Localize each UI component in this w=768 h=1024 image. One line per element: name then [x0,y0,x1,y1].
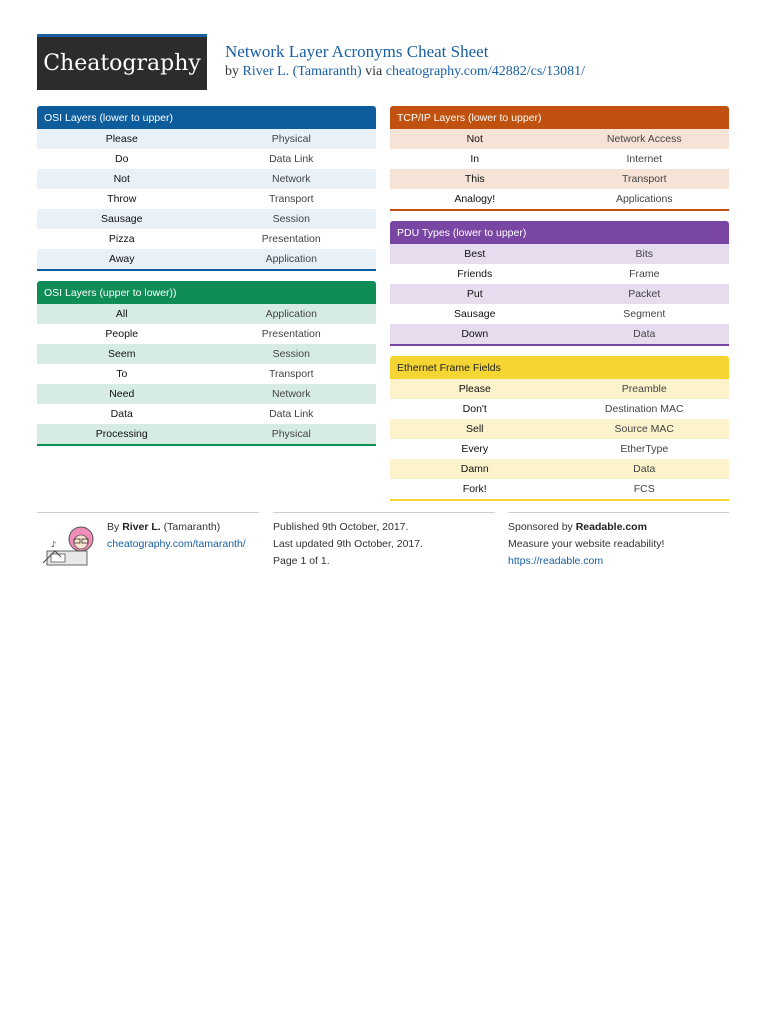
sponsor-prefix: Sponsored by [508,521,573,533]
author-info [107,519,246,553]
mnemonic-word: Away [109,253,135,265]
table-rows [390,129,729,209]
layer-name: Application [265,253,317,265]
mnemonic-word: Best [464,248,486,260]
mnemonic-word: Put [466,288,483,300]
table-row [390,479,729,499]
table-row [390,379,729,399]
mnemonic-word: In [470,153,480,165]
section-heading: Ethernet Frame Fields [390,356,729,379]
table-row [390,189,729,209]
layer-name: Application [265,308,317,320]
ethernet-box [390,356,729,501]
table-row [390,304,729,324]
section-divider [390,209,729,211]
layer-name: Segment [623,308,666,320]
mnemonic-word: Down [461,328,489,340]
mnemonic-word: Don't [462,403,487,415]
table-row [390,324,729,344]
layer-name: Data Link [269,408,314,420]
byline-via: via [365,64,383,79]
table-row [37,344,376,364]
table-row [37,149,376,169]
mnemonic-word: Fork! [462,483,487,495]
mnemonic-word: Seem [108,348,136,360]
table-row [390,149,729,169]
pdu-box [390,221,729,346]
layer-name: Preamble [621,383,667,395]
table-row [390,129,729,149]
table-rows [37,129,376,269]
layer-name: Session [272,348,310,360]
table-row [390,169,729,189]
page-header [37,34,729,90]
table-row [390,284,729,304]
byline-prefix: by [225,64,239,79]
mnemonic-word: Throw [107,193,137,205]
layer-name: Transport [621,173,667,185]
layer-name: Source MAC [614,423,675,435]
layer-name: Presentation [261,233,321,245]
footer-author-name[interactable]: River L. [122,521,161,533]
layer-name: Physical [271,428,311,440]
mnemonic-word: Every [461,443,489,455]
page-count: Page 1 of 1. [273,555,330,567]
table-rows [390,379,729,499]
table-row [37,304,376,324]
tcpip-box [390,106,729,211]
mnemonic-word: Sausage [454,308,496,320]
table-row [390,419,729,439]
table-rows [390,244,729,344]
mnemonic-word: Pizza [108,233,135,245]
table-row [390,399,729,419]
section-heading: TCP/IP Layers (lower to upper) [390,106,729,129]
byline [225,64,585,80]
mnemonic-word: Sell [465,423,484,435]
footer-author-handle: (Tamaranth) [163,521,221,533]
footer-by: By [107,521,120,533]
mnemonic-word: People [105,328,139,340]
table-row [37,209,376,229]
sponsor-tagline: Measure your website readability! [508,538,665,550]
layer-name: Network Access [606,133,682,145]
layer-name: Destination MAC [604,403,684,415]
author-profile-link[interactable]: cheatography.com/tamaranth/ [107,538,246,550]
footer-sponsor [508,512,729,570]
footer-dates [273,512,495,570]
page-title[interactable]: Network Layer Acronyms Cheat Sheet [225,42,489,61]
section-divider [37,444,376,446]
layer-name: EtherType [620,443,669,455]
layer-name: Packet [628,288,661,300]
cheatography-logo[interactable]: Cheatography [37,34,207,90]
mnemonic-word: Not [113,173,130,185]
layer-name: Applications [615,193,673,205]
section-heading: OSI Layers (upper to lower)) [37,281,376,304]
table-row [37,249,376,269]
section-divider [390,499,729,501]
svg-text:♪: ♪ [51,540,57,549]
table-row [37,229,376,249]
mnemonic-word: Analogy! [454,193,496,205]
mnemonic-word: Processing [95,428,148,440]
mnemonic-word: Not [466,133,483,145]
layer-name: Network [271,173,311,185]
left-column [37,106,376,456]
mnemonic-word: This [464,173,485,185]
layer-name: Presentation [261,328,321,340]
table-row [390,459,729,479]
mnemonic-word: Need [109,388,135,400]
mnemonic-word: Do [115,153,129,165]
table-row [37,129,376,149]
sheet-url-link[interactable]: cheatography.com/42882/cs/13081/ [385,64,586,79]
mnemonic-word: Damn [460,463,489,475]
table-row [37,364,376,384]
table-row [37,404,376,424]
updated-date: Last updated 9th October, 2017. [273,538,424,550]
table-row [37,424,376,444]
mnemonic-word: Please [105,133,138,145]
layer-name: FCS [633,483,655,495]
layer-name: Network [271,388,311,400]
table-row [37,384,376,404]
section-divider [37,269,376,271]
layer-name: Bits [635,248,653,260]
mnemonic-word: Sausage [101,213,143,225]
footer-author [37,512,259,550]
author-line [107,519,246,536]
table-row [390,244,729,264]
author-avatar-icon[interactable] [41,521,101,571]
table-row [37,189,376,209]
layer-name: Internet [626,153,663,165]
sponsor-link[interactable]: https://readable.com [508,555,604,567]
mnemonic-word: To [116,368,128,380]
section-divider [390,344,729,346]
layer-name: Transport [268,368,314,380]
section-heading: OSI Layers (lower to upper) [37,106,376,129]
sponsor-line [508,519,729,536]
layer-name: Data Link [269,153,314,165]
layer-name: Session [272,213,310,225]
layer-name: Physical [271,133,311,145]
right-column [390,106,729,511]
layer-name: Data [633,328,656,340]
table-rows [37,304,376,444]
section-heading: PDU Types (lower to upper) [390,221,729,244]
sponsor-name[interactable]: Readable.com [575,521,647,533]
osi-upper-lower-box [37,281,376,446]
osi-lower-upper-box [37,106,376,271]
page-footer [37,512,729,582]
layer-name: Frame [629,268,660,280]
layer-name: Data [633,463,656,475]
mnemonic-word: Data [110,408,133,420]
table-row [390,439,729,459]
table-row [390,264,729,284]
mnemonic-word: Friends [457,268,493,280]
table-row [37,324,376,344]
table-row [37,169,376,189]
mnemonic-word: All [115,308,128,320]
title-block [225,42,585,80]
layer-name: Transport [268,193,314,205]
mnemonic-word: Please [458,383,491,395]
author-link[interactable]: River L. (Tamaranth) [242,64,362,79]
published-date: Published 9th October, 2017. [273,521,409,533]
